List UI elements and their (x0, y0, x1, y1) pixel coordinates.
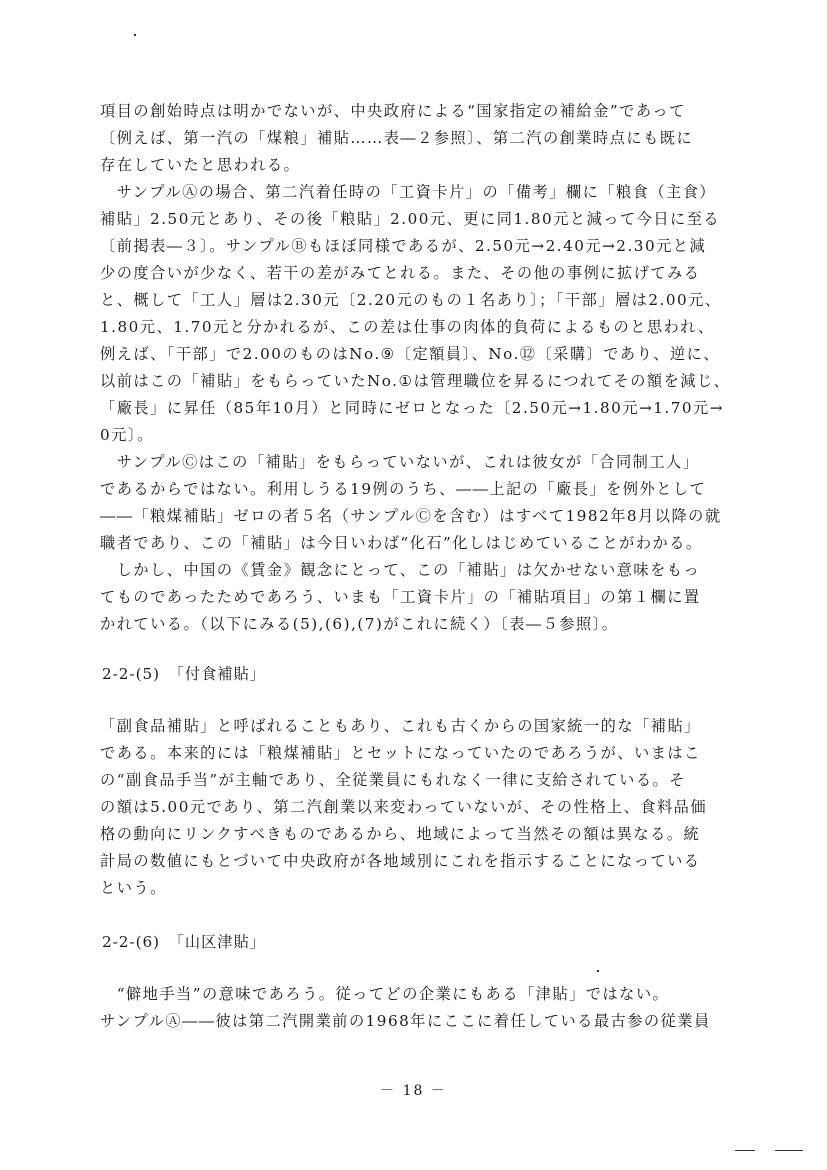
text-line: サンプルⒶの場合、第二汽着任時の「工資卡片」の「備考」欄に「粮食（主食） (100, 183, 717, 201)
text-line: 少の度合いが少なく、若干の差がみてとれる。また、その他の事例に拡げてみる (100, 264, 701, 282)
text-line: 存在していたと思われる。 (100, 156, 301, 174)
page-number: － 18 － (380, 1083, 447, 1099)
text-line: 〔前掲表―３〕。サンプルⒷもほぼ同様であるが、2.50元→2.40元→2.30元と減 (100, 237, 707, 255)
text-line: と、概して「工人」層は2.30元〔2.20元のもの１名あり〕；「干部」層は2.00元、 (100, 291, 722, 309)
scan-speck (597, 970, 599, 972)
text-line: という。 (100, 879, 167, 897)
scan-speck (775, 1150, 803, 1151)
text-line: 1.80元、1.70元と分かれるが、この差は仕事の肉体的負荷によるものと思われ、 (100, 318, 715, 336)
text-line: 〔例えば、第一汽の「煤粮」補貼……表―２参照〕、第二汽の創業時点にも既に (100, 129, 694, 147)
text-line: “僻地手当”の意味であろう。従ってどの企業にもある「津貼」ではない。 (100, 985, 670, 1003)
text-line: 「副食品補貼」と呼ばれることもあり、これも古くからの国家統一的な「補貼」 (100, 717, 701, 735)
text-line: 格の動向にリンクすべきものであるから、地域によって当然その額は異なる。統 (100, 825, 701, 843)
section-heading: 2-2-(5) 「付食補貼」 (102, 665, 266, 683)
text-line: 項目の創始時点は明かでないが、中央政府による“国家指定の補給金”であって (100, 102, 686, 120)
text-line: の額は5.00元であり、第二汽創業以来変わっていないが、その性格上、食料品価 (100, 798, 708, 816)
text-line: である。本来的には「粮煤補貼」とセットになっていたのであろうが、いまはこ (100, 744, 701, 762)
text-line: 0元〕。 (100, 426, 154, 444)
text-line: サンプルⒸはこの「補貼」をもらっていないが、これは彼女が「合同制工人」 (100, 453, 700, 471)
text-line: 計局の数値にもとづいて中央政府が各地域別にこれを指示することになっている (100, 852, 701, 870)
scan-speck (134, 34, 136, 36)
text-line: かれている。（以下にみる(5),(6),(7)がこれに続く）〔表―５参照〕。 (100, 615, 619, 633)
text-line: であるからではない。利用しうる19例のうち、――上記の「廠長」を例外として (100, 480, 707, 498)
text-line: 補貼」2.50元とあり、その後「粮貼」2.00元、更に同1.80元と減って今日に至る (100, 210, 721, 228)
text-line: 職者であり、この「補貼」は今日いわば“化石”化しはじめていることがわかる。 (100, 534, 703, 552)
text-line: ――「粮煤補貼」ゼロの者５名（サンプルⒸを含む）はすべて1982年8月以降の就 (100, 507, 722, 525)
section-heading: 2-2-(6) 「山区津貼」 (102, 933, 266, 951)
text-line: しかし、中国の《賃金》観念にとって、この「補貼」は欠かせない意味をもっ (100, 561, 701, 579)
text-line: 以前はこの「補貼」をもらっていたNo.①は管理職位を昇るにつれてその額を減じ、 (100, 372, 731, 390)
text-line: てものであったためであろう、いまも「工資卡片」の「補貼項目」の第１欄に置 (100, 588, 701, 606)
text-line: サンプルⒶ――彼は第二汽開業前の1968年にここに着任している最古参の従業員 (100, 1012, 711, 1030)
scan-speck (735, 1150, 755, 1151)
text-line: 例えば、「干部」で2.00のものはNo.⑨〔定額員〕、No.⑫〔采購〕であり、逆に、 (100, 345, 721, 363)
text-line: 「廠長」に昇任（85年10月）と同時にゼロとなった〔2.50元→1.80元→1.70元→ (100, 399, 724, 417)
text-line: の“副食品手当”が主軸であり、全従業員にもれなく一律に支給されている。そ (100, 771, 686, 789)
